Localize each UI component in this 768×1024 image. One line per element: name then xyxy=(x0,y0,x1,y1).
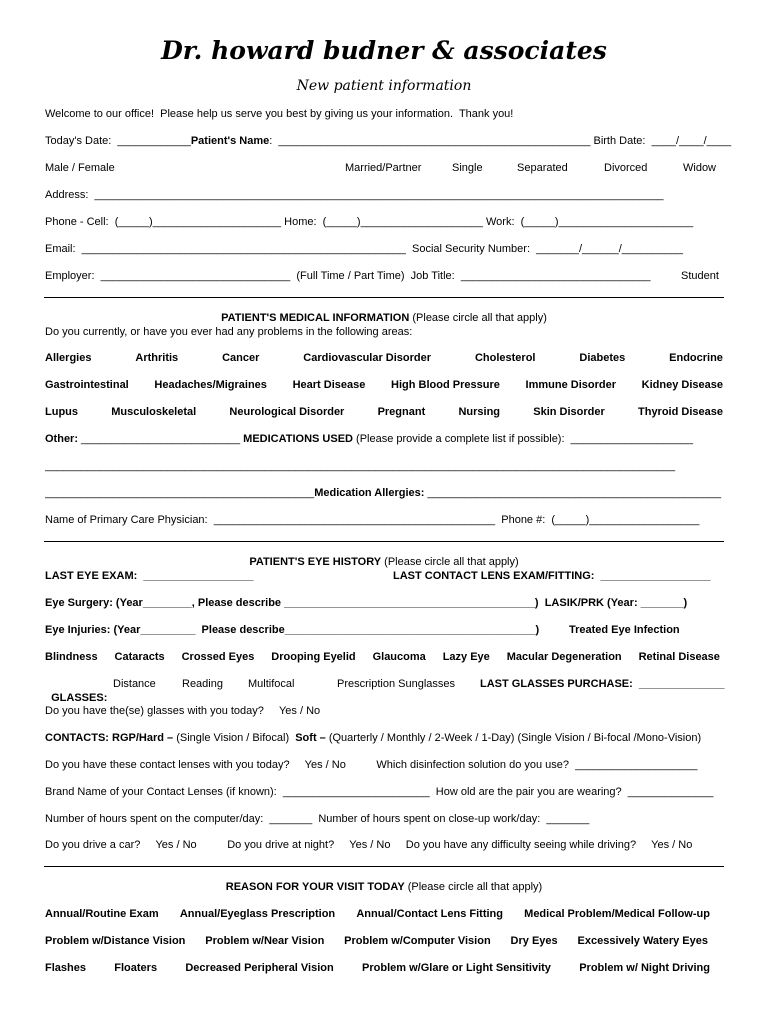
eye-history-note: (Please circle all that apply) xyxy=(381,556,519,568)
medical-condition-option[interactable]: Allergies xyxy=(45,352,92,364)
treated-eye-infection-option[interactable]: Treated Eye Infection xyxy=(569,624,680,636)
medical-condition-option[interactable]: Lupus xyxy=(45,406,78,418)
driving-question[interactable]: Do you drive a car? Yes / No Do you drive at night? Yes / No Do you have any difficulty seeing while driving? Yes / No xyxy=(45,839,693,851)
marital-separated[interactable]: Separated xyxy=(517,162,568,174)
primary-care-physician-field[interactable]: Name of Primary Care Physician: ______________________________________________ Phone #: (_____)__________________ xyxy=(45,514,700,526)
date-name-birth-line[interactable] xyxy=(45,134,732,148)
visit-reason-option[interactable]: Excessively Watery Eyes xyxy=(577,935,708,947)
medical-condition-option[interactable]: Skin Disorder xyxy=(533,406,605,418)
glasses-option-sunglasses[interactable]: Prescription Sunglasses xyxy=(337,678,456,690)
visit-reason-row-3 xyxy=(45,961,710,975)
other-medications-line[interactable] xyxy=(45,432,723,446)
contact-brand-field[interactable]: Brand Name of your Contact Lenses (if known): ________________________ How old are the pair you are wearing? ______________ xyxy=(45,786,714,798)
medical-condition-option[interactable]: Thyroid Disease xyxy=(638,406,723,418)
eye-condition-option[interactable]: Crossed Eyes xyxy=(181,651,255,663)
glasses-today-question[interactable]: Do you have the(se) glasses with you today? Yes / No xyxy=(45,705,321,717)
eye-condition-option[interactable]: Blindness xyxy=(45,651,98,663)
visit-reason-option[interactable]: Flashes xyxy=(45,962,86,974)
medical-question: Do you currently, or have you ever had any problems in the following areas: xyxy=(45,326,413,338)
eye-condition-option[interactable]: Lazy Eye xyxy=(442,651,490,663)
medical-condition-option[interactable]: Arthritis xyxy=(135,352,179,364)
medications-note: (Please provide a complete list if possible) xyxy=(352,433,562,445)
visit-reason-option[interactable]: Decreased Peripheral Vision xyxy=(185,962,334,974)
medical-heading-title: PATIENT'S MEDICAL INFORMATION xyxy=(221,312,410,324)
medications-label: MEDICATIONS USED xyxy=(243,433,353,445)
medical-condition-option[interactable]: Cardiovascular Disorder xyxy=(303,352,432,364)
visit-reason-option[interactable]: Problem w/Computer Vision xyxy=(344,935,491,947)
medical-condition-option[interactable]: Pregnant xyxy=(377,406,426,418)
address-field[interactable]: Address: _____________________________________________________________________________________________ xyxy=(45,189,664,201)
medical-heading xyxy=(0,311,768,325)
section-divider xyxy=(44,297,724,298)
medical-condition-option[interactable]: Kidney Disease xyxy=(641,379,723,391)
todays-date-field[interactable]: Today's Date: ____________ xyxy=(45,135,191,147)
eye-condition-option[interactable]: Drooping Eyelid xyxy=(271,651,356,663)
hours-field[interactable]: Number of hours spent on the computer/day: _______ Number of hours spent on close-up work/day: _______ xyxy=(45,813,590,825)
glasses-label: GLASSES: xyxy=(51,692,108,704)
other-label: Other: xyxy=(45,433,78,445)
medications-field[interactable]: : ____________________ xyxy=(561,433,693,445)
marital-widow[interactable]: Widow xyxy=(683,162,717,174)
visit-reason-option[interactable]: Medical Problem/Medical Follow-up xyxy=(524,908,710,920)
visit-reason-option[interactable]: Annual/Eyeglass Prescription xyxy=(179,908,336,920)
medical-condition-option[interactable]: Cancer xyxy=(222,352,260,364)
last-glasses-purchase-field[interactable]: LAST GLASSES PURCHASE: ______________ xyxy=(480,678,725,690)
section-divider xyxy=(44,541,724,542)
other-field[interactable]: __________________________ xyxy=(78,433,244,445)
medical-condition-option[interactable]: Immune Disorder xyxy=(525,379,616,391)
eye-condition-option[interactable]: Glaucoma xyxy=(372,651,426,663)
eye-injuries-field[interactable]: Eye Injuries: (Year_________ Please describe_________________________________________) xyxy=(45,624,540,636)
visit-reason-option[interactable]: Annual/Contact Lens Fitting xyxy=(356,908,503,920)
eye-surgery-field[interactable]: Eye Surgery: (Year________, Please describe _________________________________________) LASIK/PRK (Year: _______) xyxy=(45,597,688,609)
eye-condition-option[interactable]: Cataracts xyxy=(114,651,165,663)
medication-allergies-line[interactable] xyxy=(45,486,723,500)
medical-heading-note: (Please circle all that apply) xyxy=(409,312,547,324)
visit-reason-option[interactable]: Problem w/ Night Driving xyxy=(579,962,710,974)
glasses-option-multifocal[interactable]: Multifocal xyxy=(248,678,295,690)
marital-single[interactable]: Single xyxy=(452,162,483,174)
visit-reason-option[interactable]: Problem w/Near Vision xyxy=(205,935,325,947)
contacts-rgp-options[interactable]: (Single Vision / Bifocal) xyxy=(173,732,296,744)
patient-name-label: Patient's Name xyxy=(190,135,270,147)
contacts-label: CONTACTS: RGP/Hard – xyxy=(45,732,174,744)
medical-condition-option[interactable]: Gastrointestinal xyxy=(45,379,129,391)
medication-field-continued[interactable]: ____________________________________________ xyxy=(45,487,315,499)
patient-name-field[interactable]: : ___________________________________________________ Birth Date: ____/____/____ xyxy=(269,135,732,147)
medical-condition-option[interactable]: High Blood Pressure xyxy=(391,379,500,391)
visit-reason-option[interactable]: Dry Eyes xyxy=(510,935,558,947)
eye-condition-option[interactable]: Macular Degeneration xyxy=(506,651,622,663)
medical-condition-option[interactable]: Neurological Disorder xyxy=(229,406,345,418)
medical-condition-option[interactable]: Endocrine xyxy=(669,352,723,364)
visit-reason-heading xyxy=(0,880,768,894)
visit-reason-option[interactable]: Annual/Routine Exam xyxy=(45,908,159,920)
clinic-title: Dr. howard budner & associates xyxy=(161,36,607,65)
last-contact-exam-field[interactable]: LAST CONTACT LENS EXAM/FITTING: __________________ xyxy=(393,570,711,582)
visit-reason-note: (Please circle all that apply) xyxy=(404,881,543,893)
eye-history-heading xyxy=(0,555,768,569)
medical-condition-option[interactable]: Diabetes xyxy=(579,352,626,364)
medication-allergies-label: Medication Allergies: xyxy=(314,487,425,499)
medications-blank-line[interactable]: _______________________________________________________________________________________________________ xyxy=(45,460,676,472)
medical-condition-option[interactable]: Nursing xyxy=(458,406,501,418)
employer-field[interactable]: Employer: _______________________________ (Full Time / Part Time) Job Title: _______________________________ xyxy=(45,270,651,282)
last-eye-exam-field[interactable]: LAST EYE EXAM: __________________ xyxy=(45,570,254,582)
glasses-option-distance[interactable]: Distance xyxy=(113,678,156,690)
visit-reason-option[interactable]: Floaters xyxy=(114,962,158,974)
gender-option[interactable]: Male / Female xyxy=(45,162,115,174)
visit-reason-title: REASON FOR YOUR VISIT TODAY xyxy=(225,881,405,893)
visit-reason-row-1 xyxy=(45,907,710,921)
visit-reason-option[interactable]: Problem w/Distance Vision xyxy=(45,935,186,947)
contacts-soft-label: Soft – xyxy=(295,732,326,744)
medical-condition-option[interactable]: Cholesterol xyxy=(474,352,536,364)
eye-condition-row xyxy=(45,650,720,664)
contacts-today-question[interactable]: Do you have these contact lenses with you today? Yes / No Which disinfection solution do you use? ____________________ xyxy=(45,759,698,771)
contacts-line[interactable] xyxy=(45,731,723,745)
marital-divorced[interactable]: Divorced xyxy=(604,162,648,174)
medical-condition-option[interactable]: Headaches/Migraines xyxy=(154,379,267,391)
condition-row-2 xyxy=(45,378,723,392)
email-ssn-field[interactable]: Email: _____________________________________________________ Social Security Number: _______/______/__________ xyxy=(45,243,683,255)
eye-condition-option[interactable]: Retinal Disease xyxy=(638,651,720,663)
medical-condition-option[interactable]: Heart Disease xyxy=(292,379,366,391)
condition-row-3 xyxy=(45,405,723,419)
welcome-text: Welcome to our office! Please help us serve you best by giving us your information. Thank you! xyxy=(45,108,514,120)
glasses-option-reading[interactable]: Reading xyxy=(182,678,223,690)
eye-history-title: PATIENT'S EYE HISTORY xyxy=(249,556,382,568)
medication-allergies-field[interactable]: ________________________________________________ xyxy=(424,487,722,499)
contacts-soft-options[interactable]: (Quarterly / Monthly / 2-Week / 1-Day) (Single Vision / Bi-focal /Mono-Vision) xyxy=(325,732,702,744)
section-divider xyxy=(44,866,724,867)
condition-row-1 xyxy=(45,351,723,365)
form-subtitle: New patient information xyxy=(296,78,472,94)
visit-reason-option[interactable]: Problem w/Glare or Light Sensitivity xyxy=(362,962,551,974)
marital-married[interactable]: Married/Partner xyxy=(345,162,422,174)
visit-reason-row-2 xyxy=(45,934,708,948)
medical-condition-option[interactable]: Musculoskeletal xyxy=(111,406,197,418)
student-option[interactable]: Student xyxy=(681,270,719,282)
phone-field[interactable]: Phone - Cell: (_____)_____________________ Home: (_____)____________________ Work: (_____)______________________ xyxy=(45,216,694,228)
